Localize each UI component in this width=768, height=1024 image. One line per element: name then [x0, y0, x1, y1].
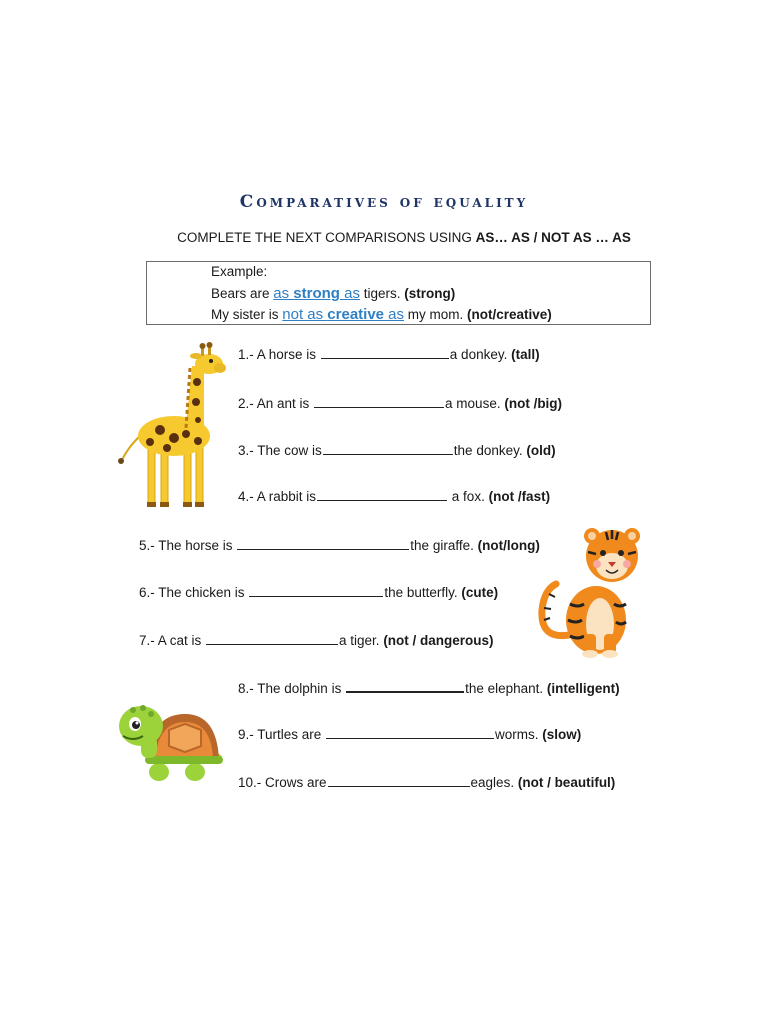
answer-blank[interactable]: [249, 584, 383, 597]
example-answer-1: as strong as: [273, 285, 360, 302]
example-box: [146, 261, 651, 325]
worksheet-title: Comparatives of equality: [239, 192, 529, 212]
question-3: 3.- The cow is the donkey. (old): [238, 443, 556, 458]
turtle-image: [117, 700, 223, 786]
answer-blank[interactable]: [317, 488, 447, 501]
question-6: 6.- The chicken is the butterfly. (cute): [139, 585, 499, 600]
giraffe-image: [114, 342, 226, 512]
instruction-text: COMPLETE THE NEXT COMPARISONS USING: [177, 230, 476, 245]
answer-blank[interactable]: [206, 632, 338, 645]
instruction-bold: AS… AS / NOT AS … AS: [475, 230, 631, 245]
answer-blank[interactable]: [314, 395, 444, 408]
example-line-2: My sister is not as creative as my mom. (not/creative): [211, 306, 552, 323]
question-4: 4.- A rabbit is a fox. (not /fast): [238, 489, 551, 504]
example-line-1: Bears are as strong as tigers. (strong): [211, 285, 456, 302]
example-answer-2: not as creative as: [282, 306, 405, 323]
tiger-image: [534, 524, 644, 658]
answer-blank[interactable]: [346, 679, 464, 693]
question-5: 5.- The horse is the giraffe. (not/long): [139, 538, 540, 553]
answer-blank[interactable]: [328, 774, 470, 787]
answer-blank[interactable]: [237, 537, 409, 550]
instruction: [0, 230, 768, 245]
answer-blank[interactable]: [323, 442, 453, 455]
answer-blank[interactable]: [321, 346, 449, 359]
question-8: 8.- The dolphin is the elephant. (intelligent): [238, 681, 620, 696]
question-2: 2.- An ant is a mouse. (not /big): [238, 396, 563, 411]
example-label: Example:: [211, 264, 268, 279]
question-1: 1.- A horse is a donkey. (tall): [238, 347, 540, 362]
answer-blank[interactable]: [326, 726, 494, 739]
question-10: 10.- Crows are eagles. (not / beautiful): [238, 775, 616, 790]
question-9: 9.- Turtles are worms. (slow): [238, 727, 582, 742]
question-7: 7.- A cat is a tiger. (not / dangerous): [139, 633, 494, 648]
